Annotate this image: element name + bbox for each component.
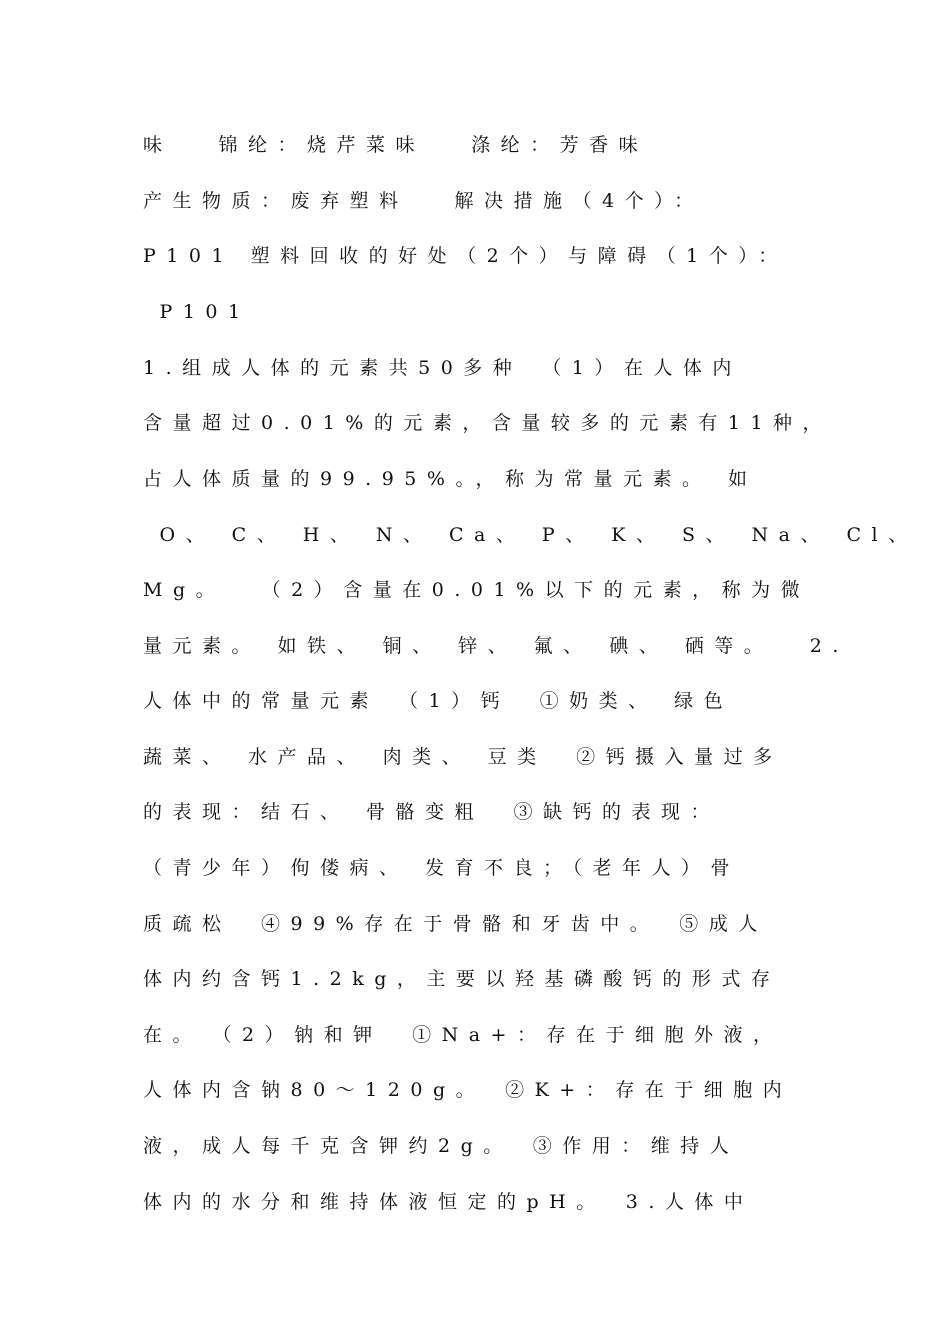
text-line: P101 塑料回收的好处（2个）与障碍（1个）： — [143, 245, 788, 267]
text-line: 体内约含钙1.2kg，主要以羟基磷酸钙的形式存 — [143, 968, 781, 990]
text-line: P101 — [143, 301, 251, 323]
text-line: 人体内含钠80～120g。 ②K+：存在于细胞内 — [143, 1079, 793, 1101]
text-line: 在。 （2）钠和钾 ①Na+：存在于细胞外液， — [143, 1024, 783, 1046]
text-line: Mg。 （2）含量在0.01%以下的元素，称为微 — [143, 579, 811, 601]
text-line: 质疏松 ④99%存在于骨骼和牙齿中。 ⑤成人 — [143, 913, 768, 935]
text-line: （青少年）佝偻病、 发育不良；（老年人）骨 — [143, 857, 741, 879]
text-line: 占人体质量的99.95%。，称为常量元素。 如 — [143, 468, 758, 490]
text-line: 味 锦纶：烧芹菜味 涤纶：芳香味 — [143, 134, 649, 156]
text-line: 产生物质：废弃塑料 解决措施（4个）： — [143, 190, 704, 212]
text-line: 蔬菜、 水产品、 肉类、 豆类 ②钙摄入量过多 — [143, 746, 783, 768]
text-line: 人体中的常量元素 （1）钙 ①奶类、 绿色 — [143, 690, 734, 712]
text-line: 1.组成人体的元素共50多种 （1）在人体内 — [143, 357, 742, 379]
text-line: 含量超过0.01%的元素，含量较多的元素有11种， — [143, 412, 833, 434]
text-line: 体内的水分和维持体液恒定的pH。 3.人体中 — [143, 1191, 754, 1213]
text-line: 液，成人每千克含钾约2g。 ③作用：维持人 — [143, 1135, 740, 1157]
text-line: O、 C、 H、 N、 Ca、 P、 K、 S、 Na、 Cl、 — [143, 524, 918, 546]
text-line: 量元素。 如铁、 铜、 锌、 氟、 碘、 硒等。 2. — [143, 635, 849, 657]
text-line: 的表现：结石、 骨骼变粗 ③缺钙的表现： — [143, 801, 721, 823]
